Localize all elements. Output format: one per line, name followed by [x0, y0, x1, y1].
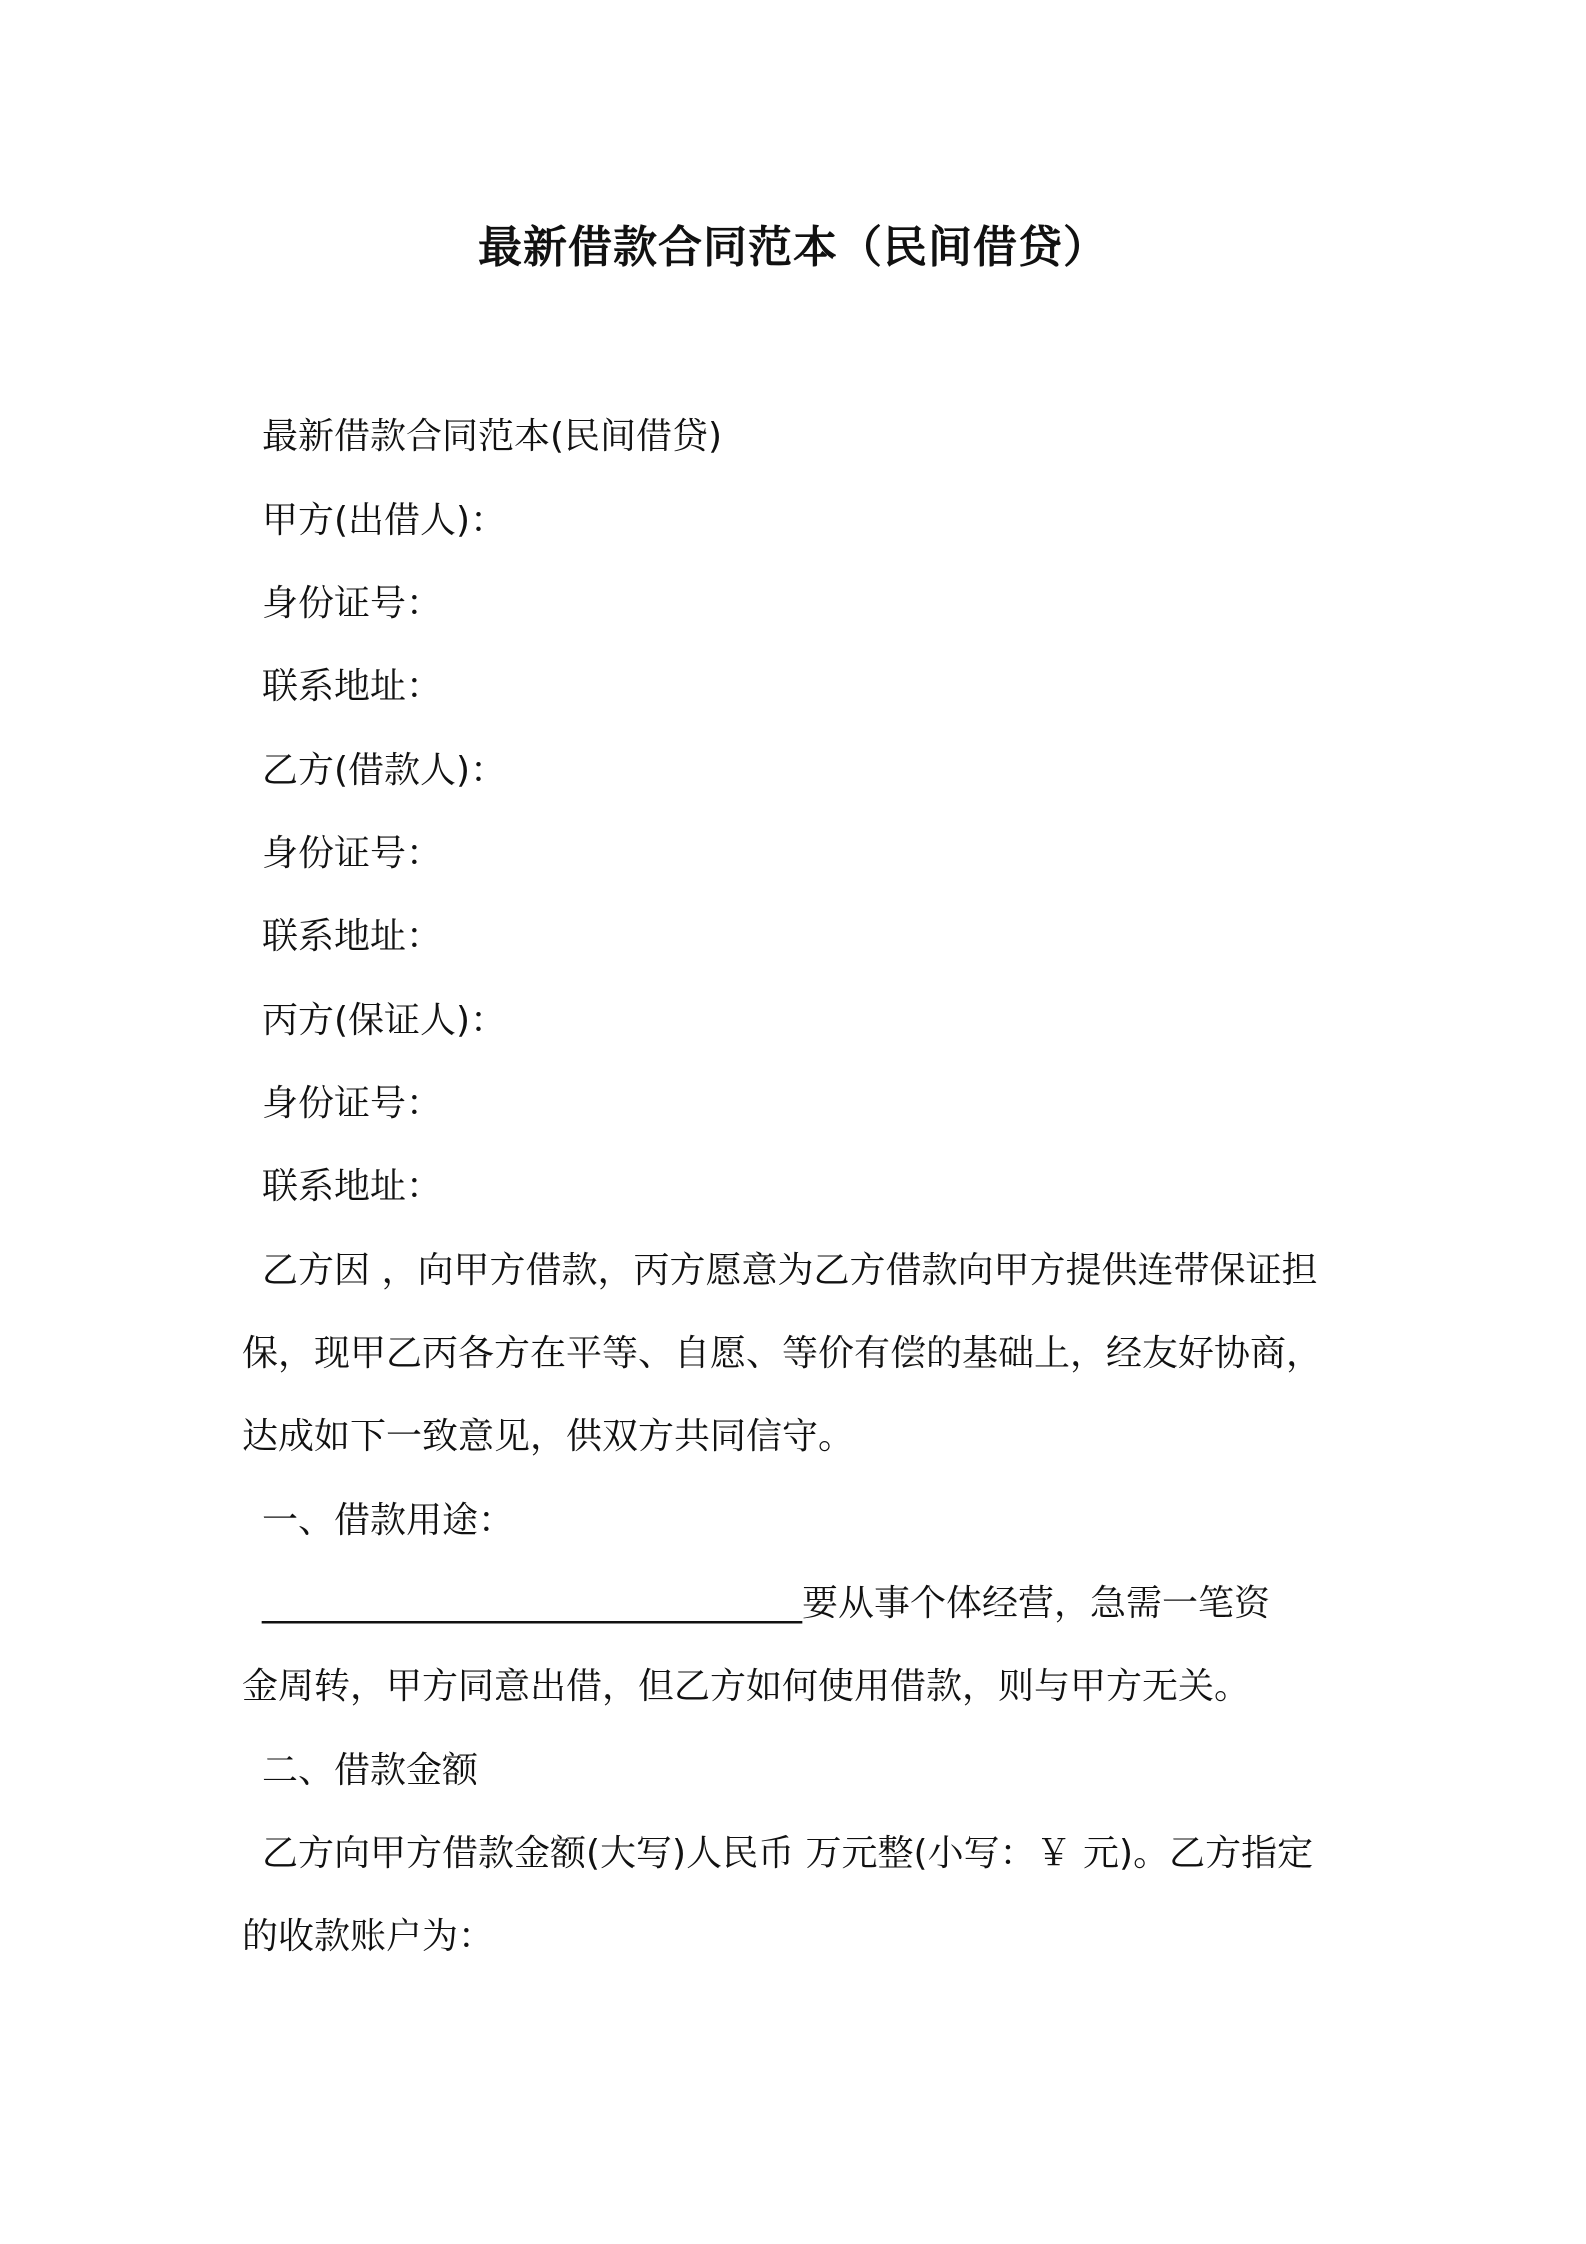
section-2-heading: 二、借款金额 — [262, 1750, 479, 1791]
section-1-line-2: 金周转，甲方同意出借，但乙方如何使用借款，则与甲方无关。 — [242, 1666, 1251, 1707]
section-1-line-1-text: 要从事个体经营，急需一笔资 — [802, 1583, 1271, 1624]
document-subtitle: 最新借款合同范本(民间借贷) — [262, 416, 723, 457]
section-2-line-1: 乙方向甲方借款金额(大写)人民币 万元整(小写：￥ 元)。乙方指定 — [262, 1833, 1314, 1874]
party-c-id-label: 身份证号： — [262, 1083, 443, 1124]
purpose-blank-line: ______________________________ — [262, 1583, 802, 1624]
party-a-id-label: 身份证号： — [262, 583, 443, 624]
preamble-line-3: 达成如下一致意见，供双方共同信守。 — [242, 1416, 855, 1457]
preamble-line-1: 乙方因 ，向甲方借款，丙方愿意为乙方借款向甲方提供连带保证担 — [262, 1250, 1318, 1291]
document-title: 最新借款合同范本（民间借贷） — [478, 222, 1108, 273]
section-1-line-1 — [262, 1579, 1270, 1629]
section-1-heading: 一、借款用途： — [262, 1500, 515, 1541]
party-b-heading: 乙方(借款人)： — [262, 750, 507, 791]
section-2-line-2: 的收款账户为： — [242, 1916, 495, 1957]
party-a-heading: 甲方(出借人)： — [262, 500, 507, 541]
party-a-address-label: 联系地址： — [262, 666, 443, 707]
party-b-id-label: 身份证号： — [262, 833, 443, 874]
preamble-line-2: 保，现甲乙丙各方在平等、自愿、等价有偿的基础上，经友好协商， — [242, 1333, 1323, 1374]
party-b-address-label: 联系地址： — [262, 916, 443, 957]
party-c-address-label: 联系地址： — [262, 1166, 443, 1207]
party-c-heading: 丙方(保证人)： — [262, 1000, 507, 1041]
